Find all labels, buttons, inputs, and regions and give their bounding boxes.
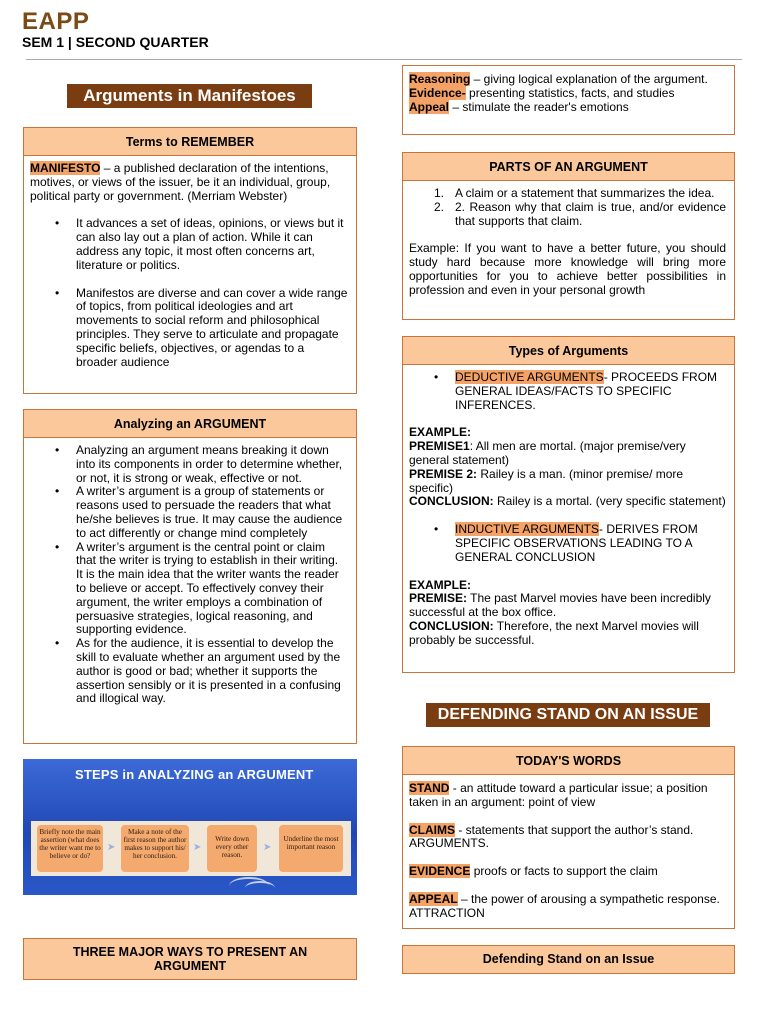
premise2-label: PREMISE 2: [409,466,478,481]
deductive-example [409,426,726,509]
word-stand [409,782,726,810]
conclusion-text: Railey is a mortal. (very specific statement) [493,494,726,509]
terms-box [23,127,357,394]
appeals-box [402,65,735,135]
three-ways-box [23,938,357,980]
stand-text: - an attitude toward a particular issue; a position taken in an argument: point of view [409,781,708,809]
manifesto-definition [30,162,348,203]
appeal-appeal [409,101,728,115]
defending-box [402,945,735,974]
term-claims: CLAIMS [409,822,455,837]
premise1-text: : All men are mortal. (major premise/very general statement) [409,439,686,467]
term-stand: STAND [409,781,450,795]
deductive-text: - PROCEEDS FROM GENERAL IDEAS/FACTS TO SPECIFIC INFERENCES. [455,370,718,412]
term-appeal: Appeal [409,99,450,114]
term-appeal: APPEAL [409,891,458,906]
step-box: Briefly note the main assertion (what does the writer want me to believe or do? [37,825,103,872]
types-heading: Types of Arguments [403,337,734,365]
step-box: Write down every other reason. [207,825,257,872]
example-label: EXAMPLE: [409,425,472,440]
list-item: • Analyzing an argument means breaking it down into its components in order to determine whether, or not, it is strong or weak, effective or not. [30,444,348,485]
list-item [409,201,726,229]
manifesto-term: MANIFESTO [30,161,101,175]
parts-body [403,181,734,304]
three-ways-heading: THREE MAJOR WAYS TO PRESENT AN ARGUMENT [72,945,308,973]
arrow-right-icon: ➤ [107,842,116,853]
premise-label: PREMISE: [409,591,468,606]
list-number: 2. [434,199,445,214]
appeals-body [403,66,734,121]
list-item: • As for the audience, it is essential to develop the skill to evaluate whether an argument used by the author is good or bad; whether it supports the assertion sensibly or it is presented in a confusing and illogical way. [30,637,348,706]
parts-heading: PARTS OF AN ARGUMENT [403,153,734,181]
section-banner-defending: DEFENDING STAND ON AN ISSUE [426,703,710,727]
premise-text: The past Marvel movies have been incredibly successful at the box office. [409,591,711,620]
reasoning-text: – giving logical explanation of the argument. [470,72,708,86]
step-box: Make a note of the first reason the author makes to support his/ her conclusion. [121,825,189,872]
premise-line [409,592,726,620]
word-claims [409,824,726,852]
deductive-term: DEDUCTIVE ARGUMENTS [455,370,604,384]
term-evidence: EVIDENCE [409,864,471,879]
parts-example: Example: If you want to have a better future, you should study hard because more knowledge will bring more opportunities for you to achieve better possibilities in profession and even in your personal growth [409,241,726,297]
claims-text: - statements that support the author’s stand. ARGUMENTS. [409,822,694,851]
list-item: • It advances a set of ideas, opinions, or views but it can also lay out a plan of action. While it can address any topic, it most often concerns art, literature or politics. [30,217,348,272]
conclusion-line [409,620,726,648]
conclusion-line [409,495,726,509]
conclusion-label: CONCLUSION: [409,494,494,509]
term-evidence: Evidence- [409,85,466,100]
defending-heading: Defending Stand on an Issue [482,952,655,966]
document-title: EAPP [22,8,90,35]
example-label: EXAMPLE: [409,577,472,592]
list-item: • A writer’s argument is a group of statements or reasons used to persuade the readers that what he/she believes is true. It may cause the audience to act differently or change mind completely [30,485,348,540]
premise2-line [409,468,726,496]
steps-panel [31,821,351,876]
appeal-text: – stimulate the reader's emotions [449,99,629,114]
analyzing-bullet-list [30,444,348,706]
types-body [403,365,734,654]
analyzing-box [23,409,357,744]
todays-words-box [402,746,735,929]
conclusion-text: Therefore, the next Marvel movies will probably be successful. [409,618,699,647]
todays-words-heading: TODAY'S WORDS [403,747,734,775]
inductive-text: - DERIVES FROM SPECIFIC OBSERVATIONS LEADING TO A GENERAL CONCLUSION [455,522,698,564]
conclusion-label: CONCLUSION: [409,618,494,633]
evidence-text: presenting statistics, facts, and studies [465,85,675,100]
parts-box [402,152,735,320]
inductive-list [409,523,726,564]
word-appeal [409,893,726,921]
appeal-reasoning [409,73,728,87]
arrow-right-icon: ➤ [193,842,202,853]
evidence-text: proofs or facts to support the claim [470,864,658,879]
header-divider [26,59,742,60]
terms-body [24,156,356,375]
premise1-line [409,440,726,468]
inductive-example [409,579,726,648]
steps-diagram-image [23,759,357,895]
list-item: • A writer’s argument is the central point or claim that the writer is trying to establish in their writing. It is the main idea that the writer wants the reader to believe or accept. To effectively convey their argument, the writer employs a combination of persuasive strategies, logical reasoning, and supporting evidence. [30,541,348,638]
section-banner-arguments: Arguments in Manifestoes [67,84,312,108]
terms-bullet-list [30,217,348,369]
todays-words-body [403,775,734,927]
step-box: Underline the most important reason [279,825,343,872]
decorative-wave [245,881,275,895]
premise2-text: Railey is a man. (minor premise/ more specific) [409,466,684,495]
inductive-term: INDUCTIVE ARGUMENTS [455,522,600,537]
analyzing-body [24,438,356,712]
parts-list [409,187,726,228]
types-box [402,336,735,673]
premise1-label: PREMISE1 [409,439,470,454]
document-subtitle: SEM 1 | SECOND QUARTER [22,34,209,50]
list-item [409,523,726,564]
appeal-evidence [409,87,728,101]
term-reasoning: Reasoning [409,72,471,86]
appeal-text: – the power of arousing a sympathetic response. ATTRACTION [409,891,720,920]
deductive-list [409,371,726,412]
arrow-right-icon: ➤ [263,842,272,853]
list-item [409,187,726,201]
list-text: 2. Reason why that claim is true, and/or evidence that supports that claim. [455,199,726,228]
manifesto-text: – a published declaration of the intentions, motives, or views of the issuer, be it an individual, group, political party or government. (Merriam Webster) [30,161,331,203]
steps-title: STEPS in ANALYZING an ARGUMENT [75,767,314,782]
list-text: A claim or a statement that summarizes the idea. [455,186,715,200]
list-number: 1. [434,186,445,200]
list-item [409,371,726,412]
terms-heading: Terms to REMEMBER [24,128,356,156]
word-evidence [409,865,726,879]
analyzing-heading: Analyzing an ARGUMENT [24,410,356,438]
list-item: • Manifestos are diverse and can cover a wide range of topics, from political ideologies and art movements to social reform and philosophical principles. They serve to articulate and propagate specific beliefs, objectives, or agendas to a broader audience [30,287,348,370]
